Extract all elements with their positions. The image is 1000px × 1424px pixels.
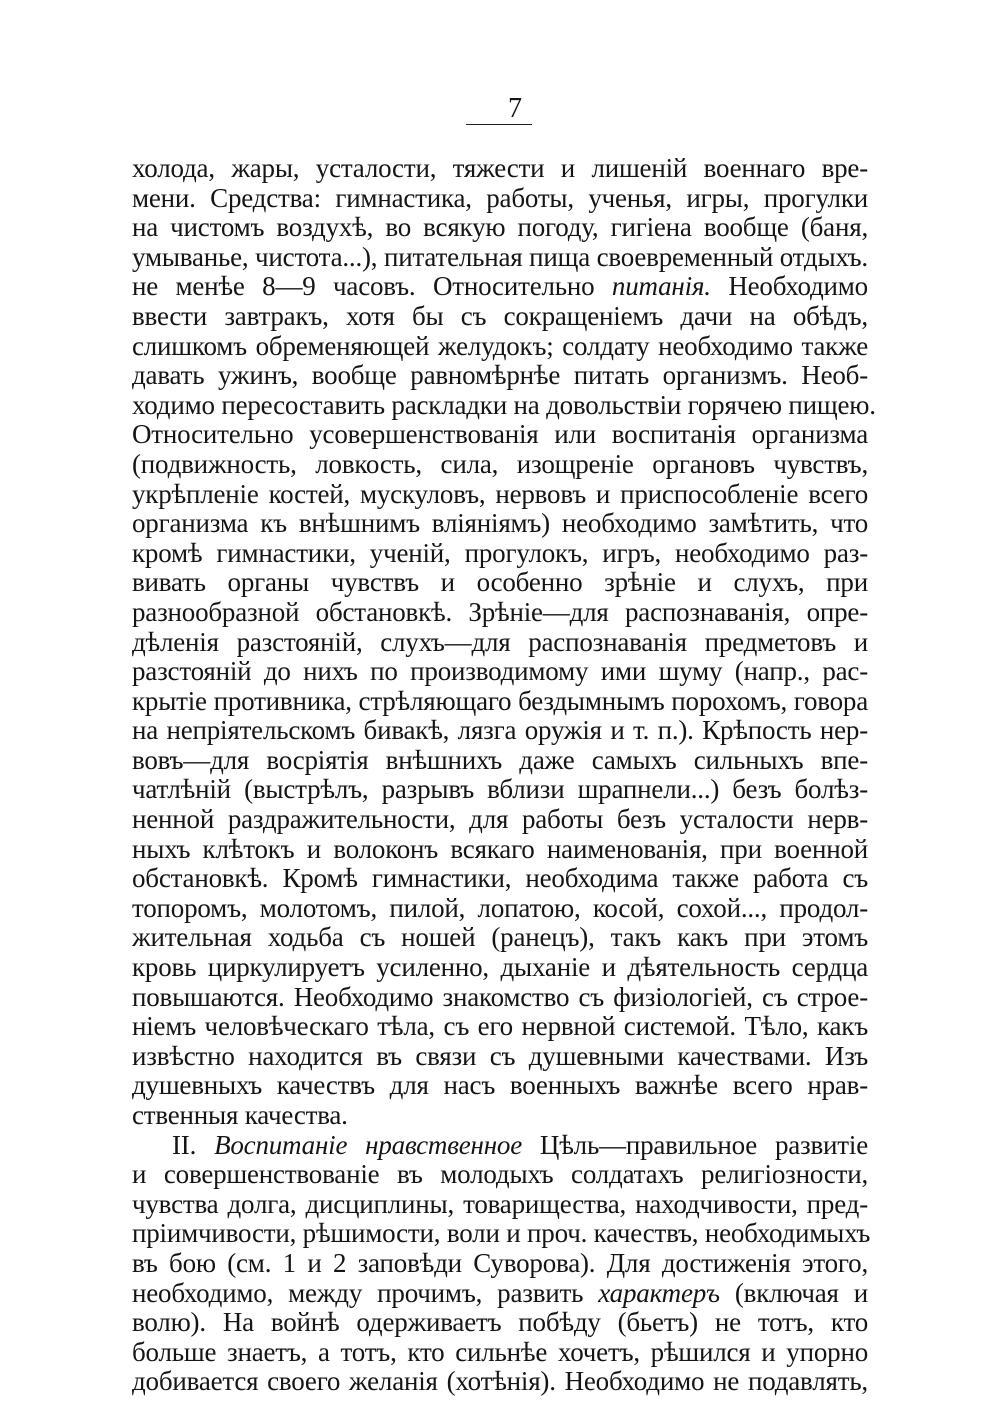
text-line: въ бою (см. 1 и 2 заповѣди Суворова). Для достиженія этого, [132, 1247, 868, 1278]
text-line: холода, жары, усталости, тяжести и лишеній военнаго вре- [132, 153, 868, 183]
text-line: на чистомъ воздухѣ, во всякую погоду, гигіена вообще (баня, [132, 212, 868, 243]
text-line: разстояній до нихъ по производимому ими шуму (напр., рас- [132, 656, 868, 687]
text-line: умыванье, чистота...), питательная пища своевременный отдыхъ. [132, 241, 868, 272]
text-line: извѣстно находится въ связи съ душевными качествами. Изъ [132, 1040, 868, 1071]
text-segment: (включая и [734, 1277, 869, 1308]
text-line: топоромъ, молотомъ, пилой, лопатою, косой, сохой..., продол- [132, 892, 868, 923]
text-line: жительная ходьба съ ношей (ранецъ), такъ какъ при этомъ [132, 922, 868, 953]
text-line: чатлѣній (выстрѣлъ, разрывъ вблизи шрапнели...) безъ болѣз- [132, 774, 868, 805]
text-line: повышаются. Необходимо знакомство съ физіологіей, съ строе- [132, 981, 868, 1012]
text-segment: необходимо, между прочимъ, развить [132, 1277, 584, 1308]
text-line: давать ужинъ, вообще равномѣрнѣе питать организмъ. Необ- [132, 360, 868, 391]
text-line: волю). На войнѣ одерживаетъ побѣду (бьетъ) не тотъ, кто [132, 1307, 868, 1338]
text-line: ходимо пересоставить раскладки на довольствіи горячею пищею. [132, 389, 876, 420]
text-line: Относительно усовершенствованія или воспитанія организма [132, 419, 868, 450]
text-line [132, 272, 868, 302]
italic-term-pitania: питанія. [611, 271, 711, 302]
text-line: разнообразной обстановкѣ. Зрѣніе—для распознаванія, опре- [132, 596, 868, 627]
page-number-rule [466, 124, 532, 125]
text-line: крытіе противника, стрѣляющаго бездымнымъ порохомъ, говора [132, 685, 868, 716]
text-line: душевныхъ качествъ для насъ военныхъ важнѣе всего нрав- [132, 1070, 868, 1101]
text-line: обстановкѣ. Кромѣ гимнастики, необходима также работа съ [132, 863, 868, 894]
text-line: ственныя качества. [132, 1100, 348, 1130]
text-line: на непріятельскомъ бивакѣ, лязга оружія и т. п.). Крѣпость нер- [132, 715, 868, 746]
text-line: вовъ—для восріятія внѣшнихъ даже самыхъ сильныхъ впе- [132, 744, 868, 775]
text-segment: Цѣль—правильное развитіе [539, 1129, 868, 1160]
text-line: слишкомъ обременяющей желудокъ; солдату необходимо также [132, 330, 868, 361]
italic-term-harakter: характеръ [598, 1277, 720, 1308]
section-heading-italic: Воспитаніе нравственное [214, 1129, 522, 1160]
body-text [132, 153, 876, 1397]
section-numeral: II. [172, 1129, 197, 1160]
text-line: добивается своего желанія (хотѣнія). Необходимо не подавлять, [132, 1366, 868, 1397]
text-line: ніемъ человѣческаго тѣла, съ его нервной системой. Тѣло, какъ [132, 1011, 868, 1042]
text-line: организма къ внѣшнимъ вліяніямъ) необходимо замѣтить, что [132, 508, 868, 539]
text-segment: не менѣе 8—9 часовъ. Относительно [132, 271, 595, 302]
text-line: больше знаетъ, а тотъ, кто сильнѣе хочетъ, рѣшился и упорно [132, 1336, 868, 1367]
text-line: (подвижность, ловкость, сила, изощреніе органовъ чувствъ, [132, 448, 868, 479]
text-line: ввести завтракъ, хотя бы съ сокращеніемъ дачи на обѣдъ, [132, 300, 868, 331]
text-line [132, 1131, 868, 1161]
text-line: мени. Средства: гимнастика, работы, ученья, игры, прогулки [132, 182, 868, 213]
text-line: ненной раздражительности, для работы безъ усталости нерв- [132, 804, 868, 835]
text-line: и совершенствованіе въ молодыхъ солдатахъ религіозности, [132, 1159, 868, 1190]
text-line: пріимчивости, рѣшимости, воли и проч. качествъ, необходимыхъ [132, 1218, 871, 1249]
text-line: кромѣ гимнастики, ученій, прогулокъ, игръ, необходимо раз- [132, 537, 868, 568]
text-segment: Необходимо [728, 271, 868, 302]
page-number: 7 [508, 93, 522, 124]
text-line: ныхъ клѣтокъ и волоконъ всякаго наименованія, при военной [132, 833, 868, 864]
text-line: чувства долга, дисциплины, товарищества, находчивости, пред- [132, 1188, 868, 1219]
text-line [132, 1279, 868, 1309]
text-line: вивать органы чувствъ и особенно зрѣніе и слухъ, при [132, 567, 868, 598]
text-line: дѣленія разстояній, слухъ—для распознаванія предметовъ и [132, 626, 868, 657]
text-line: кровь циркулируетъ усиленно, дыханіе и дѣятельность сердца [132, 952, 868, 983]
text-line: укрѣпленіе костей, мускуловъ, нервовъ и приспособленіе всего [132, 478, 868, 509]
